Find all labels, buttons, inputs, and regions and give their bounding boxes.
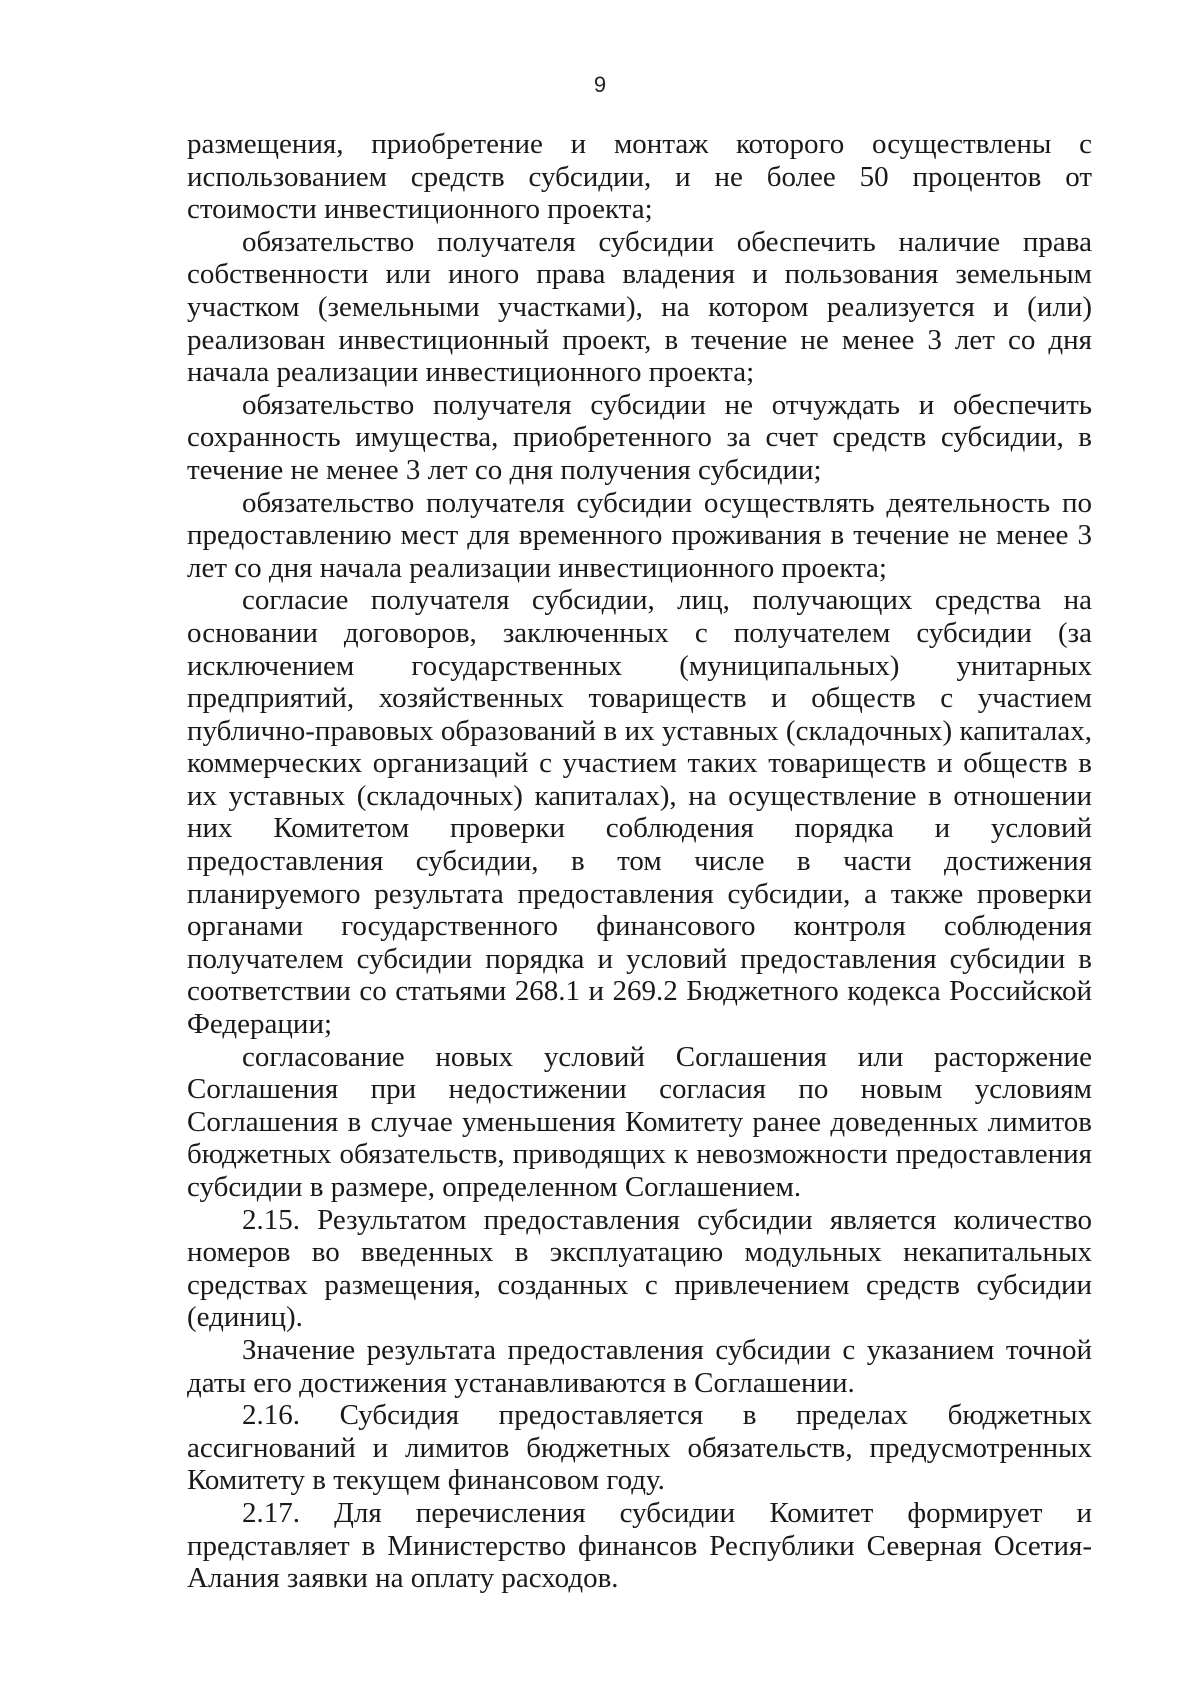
paragraph-2-16: 2.16. Субсидия предоставляется в пределах бюджетных ассигнований и лимитов бюджетных обязательств, предусмотренных Комитету в текущем финансовом году.	[187, 1399, 1092, 1497]
document-body	[187, 128, 1092, 1595]
paragraph-inspection-consent: согласие получателя субсидии, лиц, получающих средства на основании договоров, заключенных с получателем субсидии (за исключением государственных (муниципальных) унитарных предприятий, хозяйственных товариществ и обществ с участием публично-правовых образований в их уставных (складочных) капиталах, коммерческих организаций с участием таких товариществ и обществ в их уставных (складочных) капиталах), на осуществление в отношении них Комитетом проверки соблюдения порядка и условий предоставления субсидии, в том числе в части достижения планируемого результата предоставления субсидии, а также проверки органами государственного финансового контроля соблюдения получателем субсидии порядка и условий предоставления субсидии в соответствии со статьями 268.1 и 269.2 Бюджетного кодекса Российской Федерации;	[187, 584, 1092, 1041]
paragraph-accommodation-activity-obligation: обязательство получателя субсидии осуществлять деятельность по предоставлению мест для временного проживания в течение не менее 3 лет со дня начала реализации инвестиционного проекта;	[187, 486, 1092, 584]
paragraph-land-rights-obligation: обязательство получателя субсидии обеспечить наличие права собственности или иного права владения и пользования земельным участком (земельными участками), на котором реализуется и (или) реализован инвестиционный проект, в течение не менее 3 лет со дня начала реализации инвестиционного проекта;	[187, 225, 1092, 389]
paragraph-2-17: 2.17. Для перечисления субсидии Комитет формирует и представляет в Министерство финансов Республики Северная Осетия-Алания заявки на оплату расходов.	[187, 1496, 1092, 1595]
page-number: 9	[593, 72, 607, 97]
paragraph-property-preservation-obligation: обязательство получателя субсидии не отчуждать и обеспечить сохранность имущества, приобретенного за счет средств субсидии, в течение не менее 3 лет со дня получения субсидии;	[187, 388, 1092, 486]
paragraph-continuation: размещения, приобретение и монтаж которого осуществлены с использованием средств субсидии, и не более 50 процентов от стоимости инвестиционного проекта;	[187, 128, 1092, 226]
paragraph-agreement-amendment: согласование новых условий Соглашения или расторжение Соглашения при недостижении согласия по новым условиям Соглашения в случае уменьшения Комитету ранее доведенных лимитов бюджетных обязательств, приводящих к невозможности предоставления субсидии в размере, определенном Соглашением.	[187, 1040, 1092, 1203]
paragraph-result-value: Значение результата предоставления субсидии с указанием точной даты его достижения устанавливаются в Соглашении.	[187, 1333, 1092, 1399]
paragraph-2-15: 2.15. Результатом предоставления субсидии является количество номеров во введенных в эксплуатацию модульных некапитальных средствах размещения, созданных с привлечением средств субсидии (единиц).	[187, 1203, 1092, 1334]
